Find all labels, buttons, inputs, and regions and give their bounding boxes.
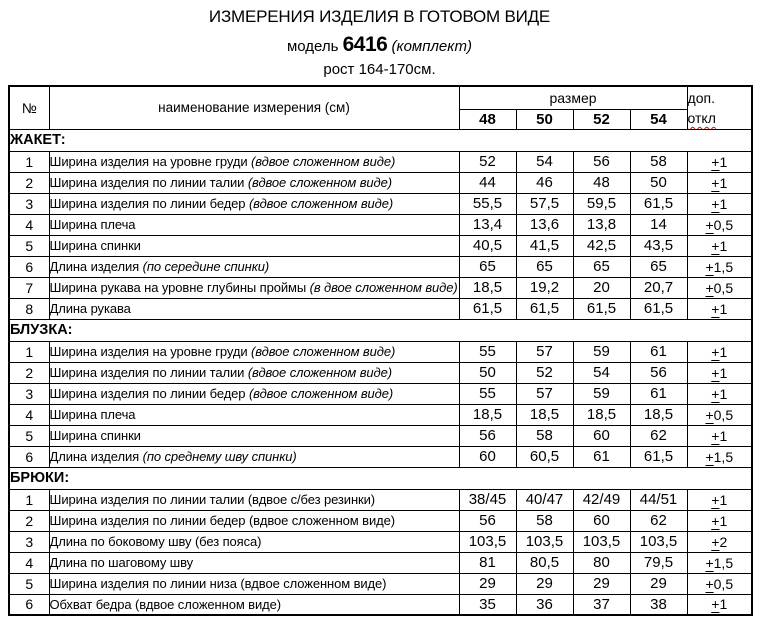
model-label: модель xyxy=(286,38,339,56)
size-value-cell: 103,5 xyxy=(573,531,630,552)
size-value-cell: 56 xyxy=(459,510,516,531)
size-value-cell: 55 xyxy=(459,341,516,362)
plus-minus-sign: + xyxy=(705,258,714,275)
size-value-cell: 50 xyxy=(459,362,516,383)
model-suffix: (комплект) xyxy=(391,38,473,56)
measurement-note: (вдвое сложенном виде) xyxy=(251,154,396,169)
size-value-cell: 65 xyxy=(630,256,687,277)
measurement-label: Ширина изделия на уровне груди xyxy=(49,154,252,169)
measurement-note: (вдвое сложенном виде) xyxy=(248,196,394,211)
size-value-cell: 59,5 xyxy=(573,193,630,214)
size-value-cell: 37 xyxy=(573,594,630,615)
table-row xyxy=(9,531,752,552)
size-value-cell: 19,2 xyxy=(516,277,573,298)
measurement-name xyxy=(49,193,459,214)
tolerance-cell: +1 xyxy=(687,151,752,172)
size-value-cell: 81 xyxy=(459,552,516,573)
measurement-name xyxy=(49,172,459,193)
table-row xyxy=(9,383,752,404)
size-value-cell: 60 xyxy=(573,510,630,531)
table-row xyxy=(9,594,752,615)
size-value-cell: 38/45 xyxy=(459,489,516,510)
row-number: 1 xyxy=(9,341,49,362)
plus-minus-sign: + xyxy=(711,153,720,170)
size-value-cell: 62 xyxy=(630,510,687,531)
table-row xyxy=(9,573,752,594)
size-value-cell: 48 xyxy=(573,172,630,193)
size-value-cell: 61,5 xyxy=(630,298,687,319)
size-value-cell: 65 xyxy=(459,256,516,277)
plus-minus-sign: + xyxy=(711,491,720,508)
tolerance-header-line1: доп. xyxy=(687,89,715,106)
size-value-cell: 13,8 xyxy=(573,214,630,235)
measurement-note: (вдвое сложенном виде) xyxy=(247,175,392,190)
table-row xyxy=(9,256,752,277)
row-number: 4 xyxy=(9,404,49,425)
plus-minus-sign: + xyxy=(705,216,714,233)
size-value-cell: 61,5 xyxy=(516,298,573,319)
measurement-label: Длина рукава xyxy=(49,301,131,316)
tolerance-cell: +1 xyxy=(687,594,752,615)
column-header-size-48: 48 xyxy=(459,109,516,129)
measurement-name xyxy=(49,214,459,235)
table-row xyxy=(9,235,752,256)
measurement-name xyxy=(49,531,459,552)
size-value-cell: 29 xyxy=(630,573,687,594)
row-number: 4 xyxy=(9,214,49,235)
size-value-cell: 42/49 xyxy=(573,489,630,510)
size-value-cell: 38 xyxy=(630,594,687,615)
measurement-name xyxy=(49,552,459,573)
table-row xyxy=(9,425,752,446)
size-value-cell: 42,5 xyxy=(573,235,630,256)
size-value-cell: 35 xyxy=(459,594,516,615)
row-number: 7 xyxy=(9,277,49,298)
measurement-note: (вдвое сложенном виде) xyxy=(248,386,394,401)
size-value-cell: 103,5 xyxy=(630,531,687,552)
measurement-note: (по среднему шву спинки) xyxy=(142,449,297,464)
size-value-cell: 58 xyxy=(516,510,573,531)
plus-minus-sign: + xyxy=(705,554,714,571)
tolerance-cell: +1 xyxy=(687,383,752,404)
measurement-label: Длина изделия xyxy=(49,259,143,274)
size-value-cell: 60 xyxy=(573,425,630,446)
measurement-label: Ширина изделия по линии бедер xyxy=(49,196,249,211)
measurement-label: Ширина рукава на уровне глубины проймы xyxy=(49,280,310,295)
size-value-cell: 44/51 xyxy=(630,489,687,510)
measurement-label: Длина изделия xyxy=(49,449,143,464)
size-value-cell: 56 xyxy=(573,151,630,172)
table-row xyxy=(9,489,752,510)
column-header-tolerance xyxy=(687,86,752,129)
plus-minus-sign: + xyxy=(711,385,720,402)
column-header-size-52: 52 xyxy=(573,109,630,129)
size-value-cell: 61,5 xyxy=(573,298,630,319)
measurement-note: (в двое сложенном виде) xyxy=(309,280,458,295)
table-header xyxy=(9,86,752,129)
tolerance-cell: +1 xyxy=(687,298,752,319)
measurement-label: Длина по боковому шву xyxy=(49,534,195,549)
tolerance-cell: +0,5 xyxy=(687,404,752,425)
size-value-cell: 54 xyxy=(573,362,630,383)
row-number: 2 xyxy=(9,362,49,383)
row-number: 6 xyxy=(9,594,49,615)
document-title: ИЗМЕРЕНИЯ ИЗДЕЛИЯ В ГОТОВОМ ВИДЕ xyxy=(208,7,551,26)
table-row xyxy=(9,151,752,172)
size-value-cell: 61 xyxy=(630,341,687,362)
column-header-number: № xyxy=(9,86,49,129)
measurement-label: Обхват бедра xyxy=(49,596,135,612)
plus-minus-sign: + xyxy=(711,427,720,444)
measurement-label: Ширина изделия по линии талии xyxy=(49,365,248,380)
tolerance-cell: +1 xyxy=(687,172,752,193)
row-number: 8 xyxy=(9,298,49,319)
measurement-label: Ширина изделия по линии талии xyxy=(49,492,248,507)
measurement-name xyxy=(49,341,459,362)
table-row xyxy=(9,552,752,573)
size-value-cell: 103,5 xyxy=(516,531,573,552)
table-body xyxy=(9,129,752,615)
size-value-cell: 57,5 xyxy=(516,193,573,214)
column-header-size-50: 50 xyxy=(516,109,573,129)
size-value-cell: 61,5 xyxy=(459,298,516,319)
size-value-cell: 41,5 xyxy=(516,235,573,256)
measurement-label: Длина по шаговому шву xyxy=(49,555,194,570)
row-number: 5 xyxy=(9,235,49,256)
row-number: 3 xyxy=(9,193,49,214)
size-value-cell: 58 xyxy=(516,425,573,446)
size-value-cell: 13,4 xyxy=(459,214,516,235)
size-value-cell: 46 xyxy=(516,172,573,193)
measurement-label: Ширина плеча xyxy=(49,407,136,422)
tolerance-cell: +1 xyxy=(687,341,752,362)
size-value-cell: 14 xyxy=(630,214,687,235)
plus-minus-sign: + xyxy=(711,343,720,360)
measurement-note: (вдвое сложенном виде) xyxy=(248,513,395,528)
size-value-cell: 65 xyxy=(516,256,573,277)
measurement-name xyxy=(49,151,459,172)
size-value-cell: 54 xyxy=(516,151,573,172)
plus-minus-sign: + xyxy=(711,533,720,550)
row-number: 5 xyxy=(9,425,49,446)
table-row xyxy=(9,510,752,531)
measurement-name xyxy=(49,573,459,594)
plus-minus-sign: + xyxy=(711,512,720,529)
plus-minus-sign: + xyxy=(711,174,720,191)
tolerance-cell: +0,5 xyxy=(687,573,752,594)
measurement-label: Ширина изделия по линии талии xyxy=(49,175,248,190)
size-value-cell: 59 xyxy=(573,383,630,404)
size-value-cell: 61 xyxy=(573,446,630,467)
plus-minus-sign: + xyxy=(711,195,720,212)
size-value-cell: 50 xyxy=(630,172,687,193)
tolerance-cell: +1 xyxy=(687,510,752,531)
size-value-cell: 60 xyxy=(459,446,516,467)
size-value-cell: 103,5 xyxy=(459,531,516,552)
model-number: 6416 xyxy=(342,33,388,57)
tolerance-cell: +0,5 xyxy=(687,214,752,235)
row-number: 2 xyxy=(9,510,49,531)
model-line xyxy=(0,32,759,58)
table-row xyxy=(9,172,752,193)
measurement-note: (вдвое сложенном виде) xyxy=(135,596,281,612)
measurement-name xyxy=(49,298,459,319)
size-value-cell: 29 xyxy=(516,573,573,594)
section-label: БЛУЗКА: xyxy=(9,319,752,341)
size-value-cell: 56 xyxy=(630,362,687,383)
plus-minus-sign: + xyxy=(705,575,714,592)
size-value-cell: 18,5 xyxy=(630,404,687,425)
row-number: 3 xyxy=(9,531,49,552)
tolerance-cell: +1 xyxy=(687,362,752,383)
size-value-cell: 55,5 xyxy=(459,193,516,214)
measurement-name xyxy=(49,362,459,383)
measurement-name xyxy=(49,446,459,467)
row-number: 3 xyxy=(9,383,49,404)
tolerance-cell: +1,5 xyxy=(687,256,752,277)
tolerance-header-line2 xyxy=(688,108,752,128)
size-value-cell: 57 xyxy=(516,383,573,404)
tolerance-cell: +2 xyxy=(687,531,752,552)
size-value-cell: 44 xyxy=(459,172,516,193)
height-line: рост 164-170см. xyxy=(323,60,436,78)
size-value-cell: 20,7 xyxy=(630,277,687,298)
measurement-note: (вдвое сложенном виде) xyxy=(251,344,396,359)
table-row xyxy=(9,193,752,214)
size-value-cell: 18,5 xyxy=(573,404,630,425)
column-header-name: наименование измерения (см) xyxy=(49,86,459,129)
row-number: 6 xyxy=(9,446,49,467)
size-value-cell: 65 xyxy=(573,256,630,277)
size-value-cell: 61,5 xyxy=(630,446,687,467)
size-value-cell: 58 xyxy=(630,151,687,172)
row-number: 5 xyxy=(9,573,49,594)
size-value-cell: 52 xyxy=(516,362,573,383)
section-header-row xyxy=(9,319,752,341)
plus-minus-sign: + xyxy=(711,364,720,381)
measurement-label: Ширина изделия по линии низа xyxy=(49,576,241,591)
measurement-name xyxy=(49,425,459,446)
table-row xyxy=(9,362,752,383)
table-row xyxy=(9,214,752,235)
plus-minus-sign: + xyxy=(711,237,720,254)
plus-minus-sign: + xyxy=(711,596,720,613)
tolerance-cell: +1,5 xyxy=(687,446,752,467)
table-row xyxy=(9,341,752,362)
size-value-cell: 52 xyxy=(459,151,516,172)
size-value-cell: 56 xyxy=(459,425,516,446)
section-header-row xyxy=(9,129,752,151)
measurement-note: (вдвое сложенном виде) xyxy=(247,365,392,380)
column-header-size-54: 54 xyxy=(630,109,687,129)
size-value-cell: 61,5 xyxy=(630,193,687,214)
size-value-cell: 40/47 xyxy=(516,489,573,510)
section-header-row xyxy=(9,467,752,489)
table-row xyxy=(9,404,752,425)
measurement-name xyxy=(49,256,459,277)
measurement-label: Ширина спинки xyxy=(49,428,141,443)
table-row xyxy=(9,446,752,467)
tolerance-cell: +1,5 xyxy=(687,552,752,573)
table-row xyxy=(9,277,752,298)
tolerance-cell: +1 xyxy=(687,193,752,214)
size-value-cell: 55 xyxy=(459,383,516,404)
size-value-cell: 80 xyxy=(573,552,630,573)
measurements-table xyxy=(8,85,753,616)
plus-minus-sign: + xyxy=(711,300,720,317)
tolerance-header-misspelled-word: откл xyxy=(687,109,716,126)
size-value-cell: 79,5 xyxy=(630,552,687,573)
size-value-cell: 18,5 xyxy=(459,277,516,298)
measurement-label: Ширина изделия по линии бедер xyxy=(49,513,249,528)
size-value-cell: 20 xyxy=(573,277,630,298)
size-value-cell: 80,5 xyxy=(516,552,573,573)
title-block xyxy=(0,0,759,79)
tolerance-cell: +1 xyxy=(687,425,752,446)
tolerance-cell: +1 xyxy=(687,235,752,256)
size-value-cell: 40,5 xyxy=(459,235,516,256)
measurement-name xyxy=(49,510,459,531)
size-value-cell: 29 xyxy=(459,573,516,594)
header-row-1 xyxy=(9,86,752,109)
table-row xyxy=(9,298,752,319)
measurement-name xyxy=(49,277,459,298)
plus-minus-sign: + xyxy=(705,279,714,296)
measurement-note: (вдвое сложенном виде) xyxy=(240,576,387,591)
section-label: ЖАКЕТ: xyxy=(9,129,752,151)
tolerance-cell: +0,5 xyxy=(687,277,752,298)
row-number: 4 xyxy=(9,552,49,573)
size-value-cell: 29 xyxy=(573,573,630,594)
section-label: БРЮКИ: xyxy=(9,467,752,489)
row-number: 1 xyxy=(9,151,49,172)
measurement-name xyxy=(49,489,459,510)
measurement-note: (без пояса) xyxy=(194,534,262,549)
row-number: 1 xyxy=(9,489,49,510)
size-value-cell: 60,5 xyxy=(516,446,573,467)
size-value-cell: 61 xyxy=(630,383,687,404)
measurement-label: Ширина изделия на уровне груди xyxy=(49,344,252,359)
size-value-cell: 57 xyxy=(516,341,573,362)
row-number: 6 xyxy=(9,256,49,277)
size-value-cell: 43,5 xyxy=(630,235,687,256)
measurement-name xyxy=(49,383,459,404)
size-value-cell: 62 xyxy=(630,425,687,446)
measurement-label: Ширина изделия по линии бедер xyxy=(49,386,249,401)
measurement-name xyxy=(49,235,459,256)
measurement-name xyxy=(49,594,459,615)
measurement-label: Ширина спинки xyxy=(49,238,141,253)
size-value-cell: 13,6 xyxy=(516,214,573,235)
measurement-note: (по середине спинки) xyxy=(142,259,270,274)
measurement-note: (вдвое с/без резинки) xyxy=(247,492,376,507)
size-value-cell: 18,5 xyxy=(459,404,516,425)
plus-minus-sign: + xyxy=(705,448,714,465)
column-header-size-group: размер xyxy=(459,86,687,109)
size-value-cell: 59 xyxy=(573,341,630,362)
tolerance-cell: +1 xyxy=(687,489,752,510)
measurement-label: Ширина плеча xyxy=(49,217,136,232)
size-value-cell: 36 xyxy=(516,594,573,615)
plus-minus-sign: + xyxy=(705,406,714,423)
size-value-cell: 18,5 xyxy=(516,404,573,425)
measurement-name xyxy=(49,404,459,425)
row-number: 2 xyxy=(9,172,49,193)
